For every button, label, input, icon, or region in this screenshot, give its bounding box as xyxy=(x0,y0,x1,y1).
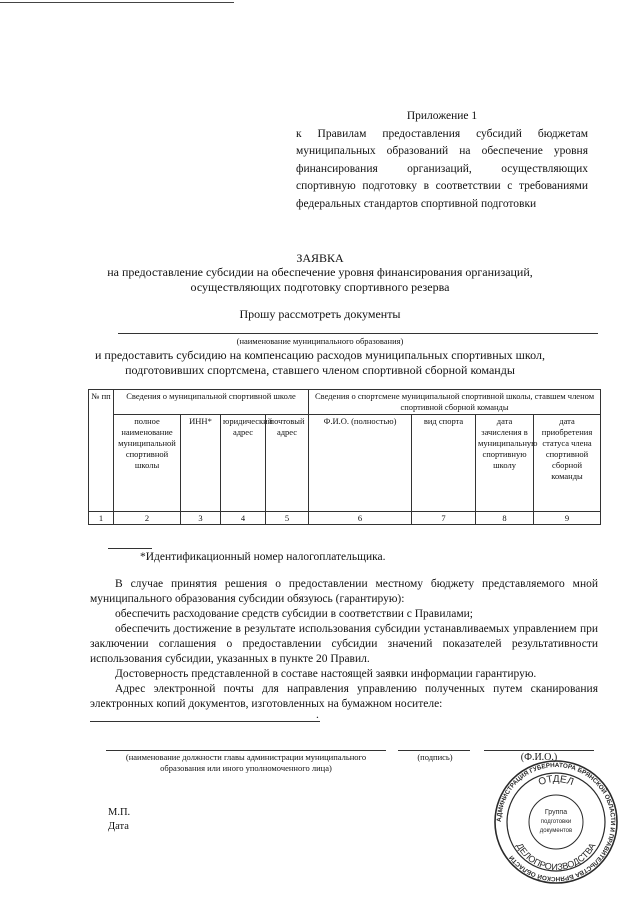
stamp-outer-text: АДМИНИСТРАЦИЯ ГУБЕРНАТОРА БРЯНСКОЙ ОБЛАСТИ И ПРАВИТЕЛЬСТВА БРЯНСКОЙ ОБЛАСТИ xyxy=(495,761,617,883)
position-caption: (наименование должности главы администрации муниципального образования или иного уполномоченного лица) xyxy=(125,752,367,773)
stamp-inner-3: документов xyxy=(539,828,573,834)
stamp-dept-line-2: ДЕЛОПРОИЗВОДСТВА xyxy=(514,841,598,873)
stamp-inner-1: Группа xyxy=(544,809,568,816)
col-full-name: Ф.И.О. (полностью) xyxy=(309,415,412,512)
name-line xyxy=(484,750,594,751)
col-num: 9 xyxy=(534,512,601,525)
col-num: 6 xyxy=(309,512,412,525)
col-number-header: № пп xyxy=(89,390,114,512)
body-text xyxy=(90,577,598,712)
request-line: Прошу рассмотреть документы xyxy=(239,307,401,321)
col-num: 5 xyxy=(266,512,309,525)
top-rule xyxy=(0,2,234,3)
paragraph-4: Достоверность представленной в составе настоящей заявки информации гарантирую. xyxy=(115,668,537,680)
name-caption: (Ф.И.О.) xyxy=(520,752,558,763)
paragraph-3: обеспечить достижение в результате использования субсидии устанавливаемых управлением при заключении соглашения о предоставлении субсидии значений показателей результативности использования субсидии, указанных в пункте 20 Правил. xyxy=(90,623,598,665)
col-sport: вид спорта xyxy=(412,415,476,512)
paragraph-2: обеспечить расходование средств субсидии в соответствии с Правилами; xyxy=(115,608,473,620)
purpose-line-1: и предоставить субсидию на компенсацию расходов муниципальных спортивных школ, xyxy=(95,348,545,362)
col-legal-address: юридический адрес xyxy=(221,415,266,512)
col-enrollment-date: дата зачисления в муниципальную спортивную школу xyxy=(476,415,534,512)
email-line xyxy=(90,721,320,722)
municipality-line xyxy=(118,333,598,334)
stamp-place: М.П. xyxy=(108,807,131,818)
appendix-title: Приложение 1 xyxy=(406,110,478,122)
col-team-status-date: дата приобретения статуса члена спортивной сборной команды xyxy=(534,415,601,512)
paragraph-5: Адрес электронной почты для направления управлению полученных путем сканирования электронных копий документов, изготовленных на бумажном носителе: xyxy=(90,683,598,710)
col-num: 1 xyxy=(89,512,114,525)
col-num: 4 xyxy=(221,512,266,525)
col-num: 8 xyxy=(476,512,534,525)
purpose-line-2: подготовивших спортсмена, ставшего членом спортивной сборной команды xyxy=(125,363,515,377)
group-athlete-header: Сведения о спортсмене муниципальной спортивной школы, ставшем членом спортивной сборной команды xyxy=(309,390,601,415)
application-table xyxy=(88,389,601,525)
group-school-header: Сведения о муниципальной спортивной школе xyxy=(114,390,309,415)
footnote: *Идентификационный номер налогоплательщика. xyxy=(140,551,386,563)
stamp-dept-line-1: ОТДЕЛ xyxy=(537,773,575,789)
signature-line xyxy=(398,750,470,751)
document-title: ЗАЯВКА xyxy=(296,251,344,265)
col-num: 3 xyxy=(181,512,221,525)
municipality-caption: (наименование муниципального образования) xyxy=(236,336,404,346)
department-stamp xyxy=(494,760,618,884)
appendix-text: к Правилам предоставления субсидий бюджетам муниципальных образований на обеспечение уровня финансирования организаций, осуществляющих спортивную подготовку в соответствии с требованиями федеральных стандартов спортивной подготовки xyxy=(296,127,588,210)
col-num: 2 xyxy=(114,512,181,525)
appendix-block xyxy=(296,108,588,213)
position-line xyxy=(106,750,386,751)
col-num: 7 xyxy=(412,512,476,525)
subtitle-line-2: осуществляющих подготовку спортивного резерва xyxy=(190,280,450,294)
signature-caption: (подпись) xyxy=(417,752,453,762)
col-school-name: полное наименование муниципальной спортивной школы xyxy=(114,415,181,512)
paragraph-1: В случае принятия решения о предоставлении местному бюджету представляемого мной муниципального образования субсидии обязуюсь (гарантирую): xyxy=(90,578,598,605)
stamp-inner-2: подготовки xyxy=(540,819,572,825)
col-postal-address: почтовый адрес xyxy=(266,415,309,512)
subtitle-line-1: на предоставление субсидии на обеспечение уровня финансирования организаций, xyxy=(107,265,533,279)
footnote-rule xyxy=(108,548,152,549)
date-label: Дата xyxy=(108,821,129,832)
col-inn: ИНН* xyxy=(181,415,221,512)
